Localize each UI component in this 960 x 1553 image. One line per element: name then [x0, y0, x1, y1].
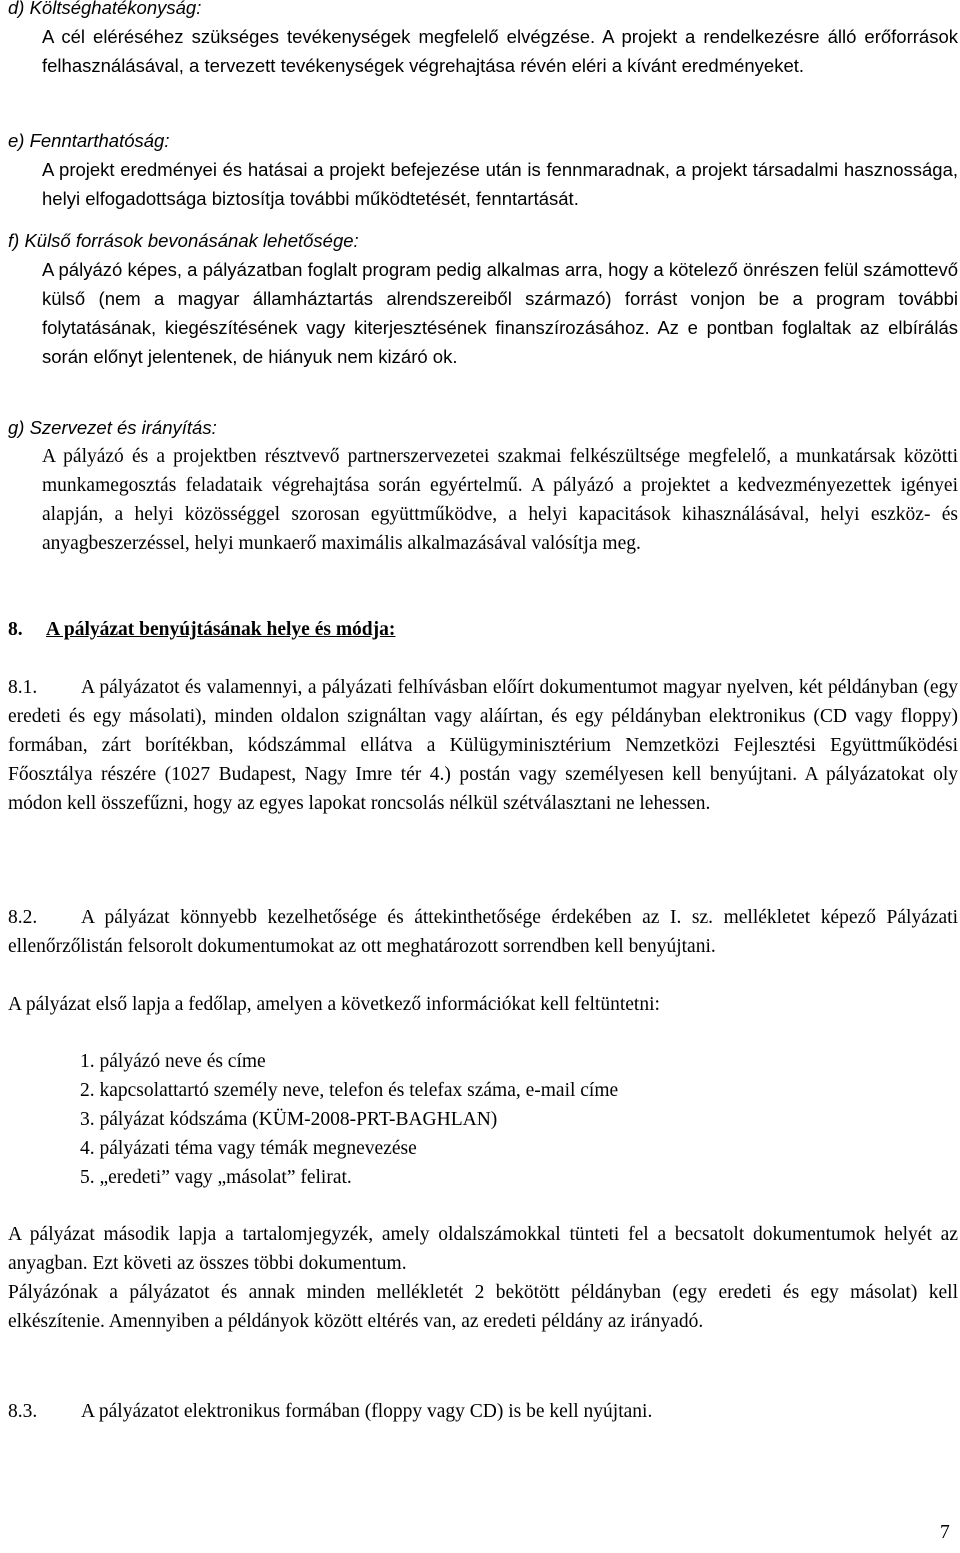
section-number: 8.	[8, 619, 23, 640]
item-d-heading: d) Költséghatékonyság:	[8, 0, 202, 18]
subsection-8-3-text: A pályázatot elektronikus formában (floppy vagy CD) is be kell nyújtani.	[81, 1401, 653, 1422]
subsection-8-2	[8, 903, 958, 961]
subsection-8-3	[8, 1397, 958, 1426]
cover-page-list	[80, 1047, 618, 1192]
item-f-text: A pályázó képes, a pályázatban foglalt program pedig alkalmas arra, hogy a kötelező önrészen felül számottevő külső (nem a magyar államháztartás alrendszereiből származó) forrást vonjon be a program további folytatásának, kiegészítésének vagy kiterjesztésének finanszírozásához. Az e pontban foglaltak az elbírálás során előnyt jelentenek, de hiányuk nem kizáró ok.	[42, 259, 958, 367]
item-f-heading: f) Külső források bevonásának lehetősége:	[8, 230, 359, 251]
copies-paragraph: Pályázónak a pályázatot és annak minden mellékletét 2 bekötött példányban (egy eredeti és egy másolat) kell elkészítenie. Amennyiben a példányok között eltérés van, az eredeti példány az irányadó.	[8, 1282, 958, 1332]
subsection-8-1	[8, 673, 958, 818]
subsection-8-1-number: 8.1.	[8, 677, 38, 698]
subsection-8-2-number: 8.2.	[8, 907, 38, 928]
subsection-8-1-text: A pályázatot és valamennyi, a pályázati felhívásban előírt dokumentumot magyar nyelven, két példányban (egy eredeti és egy másolati), minden oldalon szignáltan vagy aláírtan, és egy példányban elektronikus (CD vagy floppy) formában, zárt borítékban, kódszámmal ellátva a Külügyminisztérium Nemzetközi Fejlesztési Együttműködési Főosztálya részére (1027 Budapest, Nagy Imre tér 4.) postán vagy személyesen kell benyújtani. A pályázatokat oly módon kell összefűzni, hogy az egyes lapokat roncsolás nélkül szétválasztani ne lehessen.	[8, 677, 958, 814]
subsection-8-3-number: 8.3.	[8, 1401, 38, 1422]
list-item: 3. pályázat kódszáma (KÜM-2008-PRT-BAGHLAN)	[80, 1109, 498, 1130]
list-item: 4. pályázati téma vagy témák megnevezése	[80, 1138, 417, 1159]
item-e-heading: e) Fenntarthatóság:	[8, 130, 170, 151]
item-d-text: A cél eléréséhez szükséges tevékenységek megfelelő elvégzése. A projekt a rendelkezésre álló erőforrások felhasználásával, a tervezett tevékenységek végrehajtása révén eléri a kívánt eredményeket.	[42, 26, 958, 76]
subsection-8-2-text: A pályázat könnyebb kezelhetősége és áttekinthetősége érdekében az I. sz. mellékletet képező Pályázati ellenőrzőlistán felsorolt dokumentumokat az ott meghatározott sorrendben kell benyújtani.	[8, 907, 958, 957]
section-title-text: A pályázat benyújtásának helye és módja:	[46, 619, 396, 640]
item-g-heading: g) Szervezet és irányítás:	[8, 417, 217, 438]
list-item: 2. kapcsolattartó személy neve, telefon és telefax száma, e-mail címe	[80, 1080, 619, 1101]
page-number: 7	[940, 1522, 950, 1543]
list-item: 5. „eredeti” vagy „másolat” felirat.	[80, 1167, 352, 1188]
section-title	[8, 615, 395, 644]
item-e-text: A projekt eredményei és hatásai a projekt befejezése után is fennmaradnak, a projekt társadalmi hasznossága, helyi elfogadottsága biztosítja további működtetését, fenntartását.	[42, 159, 958, 209]
item-g-text: A pályázó és a projektben résztvevő partnerszervezetei szakmai felkészültsége megfelelő, a munkatársak közötti munkamegosztás feladataik végrehajtása során egyértelmű. A pályázó a projektet a kedvezményezettek igényei alapján, a helyi közösséggel szorosan együttműködve, a helyi kapacitások kihasználásával, helyi eszköz- és anyagbeszerzéssel, helyi munkaerő maximális alkalmazásával valósítja meg.	[42, 446, 958, 554]
cover-page-intro: A pályázat első lapja a fedőlap, amelyen a következő információkat kell feltüntetni:	[8, 994, 660, 1015]
list-item: 1. pályázó neve és címe	[80, 1051, 266, 1072]
table-of-contents-paragraph: A pályázat második lapja a tartalomjegyzék, amely oldalszámokkal tünteti fel a becsatolt dokumentumok helyét az anyagban. Ezt követi az összes többi dokumentum.	[8, 1224, 958, 1274]
